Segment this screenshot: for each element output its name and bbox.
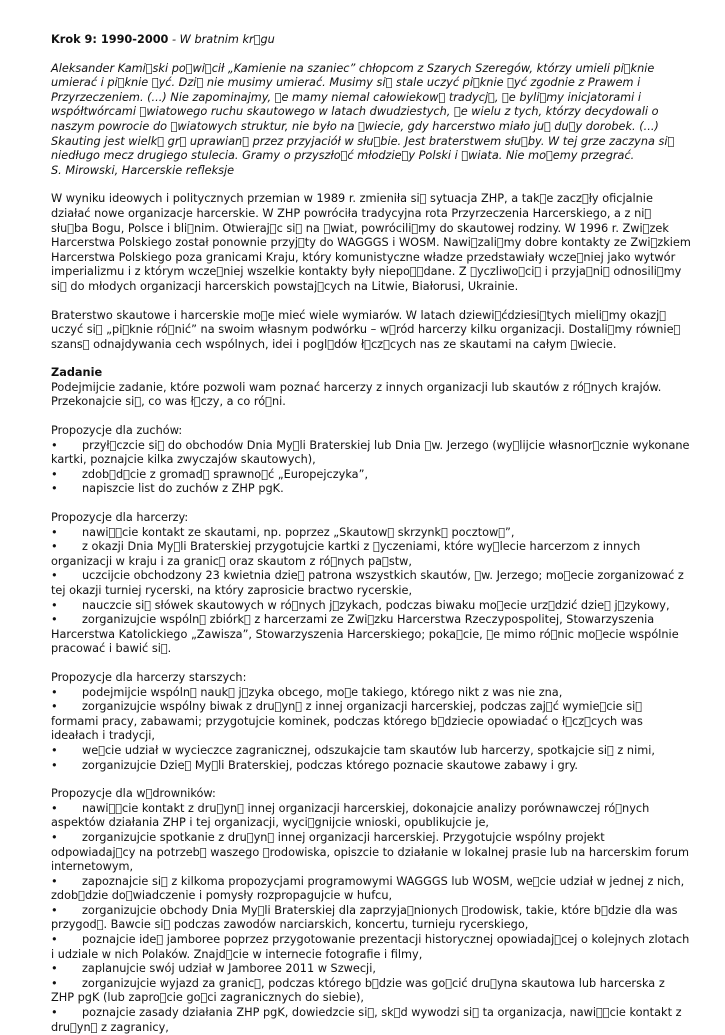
bullet-icon: •	[51, 976, 58, 990]
list-item	[51, 962, 691, 977]
list-item	[51, 540, 691, 569]
bullet-icon: •	[51, 962, 58, 976]
list-item-text: zorganizujcie wspóln  zbiórk  z harcerzami ze Zwi zku Harcerstwa Rzeczypospolitej, Stowarzyszenia Harcerstwa Katolickiego „Zawisza”, Stowarzyszenia Harcerskiego; poka cie,  e mimo ró nic mo ecie wspólnie pracować i bawić si .	[51, 613, 679, 656]
list-item	[51, 744, 691, 759]
list-item-text: nauczcie si  słówek skautowych w ró nych j zykach, podczas biwaku mo ecie urz dzić dzie  j zykowy,	[82, 598, 670, 612]
bullet-icon: •	[51, 801, 58, 815]
list-item-text: zorganizujcie spotkanie z dru yn  innej organizacji harcerskiej. Przygotujcie wspólny projekt odpowiadaj cy na potrzeb  waszego  rodowiska, opiszcie to działanie w lokalnej prasie lub na harcerskim forum internetowym,	[51, 830, 689, 874]
bullet-icon: •	[51, 482, 58, 496]
list-item	[51, 904, 691, 933]
list-item	[51, 802, 691, 831]
bullet-icon: •	[51, 525, 58, 539]
list-item	[51, 875, 691, 904]
proposal-sections	[51, 424, 691, 1035]
bullet-icon: •	[51, 758, 58, 772]
bullet-icon: •	[51, 569, 58, 583]
proposal-section-title: Propozycje dla harcerzy:	[51, 511, 189, 525]
step-heading	[51, 33, 691, 48]
bullet-icon: •	[51, 700, 58, 714]
list-item-text: zdob d cie z gromad  sprawno ć „Europejczyka”,	[82, 467, 369, 481]
bullet-icon: •	[51, 613, 58, 627]
proposal-section-title: Propozycje dla zuchów:	[51, 424, 183, 438]
quote-source: S. Mirowski, Harcerskie refleksje	[51, 163, 235, 177]
list-item	[51, 933, 691, 962]
bullet-icon: •	[51, 933, 58, 947]
list-item	[51, 526, 691, 541]
bullet-icon: •	[51, 438, 58, 452]
bullet-icon: •	[51, 830, 58, 844]
list-item	[51, 686, 691, 701]
paragraph-history: W wyniku ideowych i politycznych przemian w 1989 r. zmieniła si  sytuacja ZHP, a tak e zacz ły oficjalnie działać nowe organizacje harcerskie. W ZHP powróciła tradycyjna rota Przyrzeczenia Harcerskiego, a z ni  słu ba Bogu, Polsce i bli nim. Otwieraj c si  na  wiat, powrócili my do skautowej rodziny. W 1996 r. Zwi zek Harcerstwa Polskiego został ponownie przyj ty do WAGGGS i WOSM. Nawi zali my dobre kontakty ze Zwi zkiem Harcerstwa Polskiego poza granicami Kraju, który komunistyczne władze przedstawiały wcze niej jako wytwór imperializmu i z którym wcze niej wszelkie kontakty były niepo  dane. Z  yczliwo ci  i przyja ni  odnosili my si  do młodych organizacji harcerskich powstaj cych na Litwie, Białorusi, Ukrainie.	[51, 192, 691, 293]
list-item-text: zorganizujcie obchody Dnia My li Braterskiej dla zaprzyja nionych  rodowisk, takie, które b dzie dla was przygod . Bawcie si  podczas zawodów narciarskich, koncertu, turnieju rycerskiego,	[51, 903, 678, 932]
quote-text: Aleksander Kami ski po wi cił „Kamienie na szaniec” chłopcom z Szarych Szeregów, którzy umieli pi knie umierać i pi knie  yć. Dzi  nie musimy umierać. Musimy si  stale uczyć pi knie  yć zgodnie z Prawem i Przyrzeczeniem. (...) Nie zapominajmy,  e mamy niemal całowiekow  tradycj ,  e byli my inicjatorami i współtwórcami  wiatowego ruchu skautowego w latach dwudziestych,  e wielu z tych, którzy decydowali o naszym powrocie do  wiatowych struktur, nie było na  wiecie, gdy harcerstwo miało ju  du y dorobek. (...) Skauting jest wielk  gr  uprawian  przez przyjaciół w słu bie. Jest braterstwem słu by. W tej grze zaczyna si  niedługo mecz drugiego stulecia. Gramy o przyszło ć młodzie y Polski i  wiata. Nie mo emy przegrać.	[51, 61, 675, 163]
proposal-section-title: Propozycje dla w drowników:	[51, 787, 216, 801]
list-item-text: zorganizujcie wspólny biwak z dru yn  z innej organizacji harcerskiej, podczas zaj ć wymie cie si  formami pracy, zabawami; przygotujcie kominek, podczas którego b dziecie opowiadać o ł cz cych was ideałach i tradycji,	[51, 700, 643, 743]
list-item-text: nawi  cie kontakt ze skautami, np. poprzez „Skautow  skrzynk  pocztow ”,	[82, 525, 515, 539]
step-heading-title: - W bratnim kr gu	[168, 33, 275, 46]
bullet-icon: •	[51, 540, 58, 554]
list-item	[51, 700, 691, 744]
bullet-icon: •	[51, 1006, 58, 1020]
list-item-text: poznajcie ide  jamboree poprzez przygotowanie prezentacji historycznej opowiadaj cej o kolejnych zlotach i udziale w nich Polaków. Znajd cie w internecie fotografie i filmy,	[51, 933, 690, 961]
document-page	[51, 33, 691, 1035]
bullet-icon: •	[51, 874, 58, 888]
proposal-section	[51, 511, 691, 657]
list-item-text: zapoznajcie si  z kilkoma propozycjami programowymi WAGGGS lub WOSM, we cie udział w jednej z nich, zdob dzie do wiadczenie i pomysły rozpropagujcie w hufcu,	[51, 874, 685, 903]
list-item-text: nawi  cie kontakt z dru yn  innej organizacji harcerskiej, dokonajcie analizy porównawczej ró nych aspektów działania ZHP i tej organizacji, wyci gnijcie wnioski, opublikujcie je,	[51, 801, 650, 830]
bullet-icon: •	[51, 467, 58, 481]
list-item	[51, 977, 691, 1006]
paragraph-brotherhood: Braterstwo skautowe i harcerskie mo e mieć wiele wymiarów. W latach dziewi ćdziesi tych mieli my okazj  uczyć si  „pi knie ró nić” na swoim własnym podwórku – w ród harcerzy kilku organizacji. Dostali my równie  szans  odnajdywania cech wspólnych, idei i pogl dów ł cz cych nas ze skautami na całym  wiecie.	[51, 308, 681, 351]
bullet-icon: •	[51, 743, 58, 757]
list-item	[51, 831, 691, 875]
list-item-text: we cie udział w wycieczce zagranicznej, odszukajcie tam skautów lub harcerzy, spotkajcie si  z nimi,	[82, 743, 655, 757]
list-item-text: uczcijcie obchodzony 23 kwietnia dzie  patrona wszystkich skautów,  w. Jerzego; mo ecie zorganizować z tej okazji turniej rycerski, na który zaprosicie bractwo rycerskie,	[51, 569, 684, 597]
proposal-section	[51, 424, 691, 497]
bullet-icon: •	[51, 903, 58, 917]
list-item-text: zaplanujcie swój udział w Jamboree 2011 w Szwecji,	[82, 962, 376, 976]
list-item-text: napiszcie list do zuchów z ZHP pgK.	[82, 482, 284, 496]
list-item-text: przył czcie si  do obchodów Dnia My li Braterskiej lub Dnia  w. Jerzego (wy lijcie własnor cznie wykonane kartki, poznajcie kilka zwyczajów skautowych),	[51, 438, 690, 467]
list-item	[51, 759, 691, 774]
list-item	[51, 613, 691, 657]
list-item-text: z okazji Dnia My li Braterskiej przygotujcie kartki z  yczeniami, które wy lecie harcerzom z innych organizacji w kraju i za granic  oraz skautom z ró nych pa stw,	[51, 540, 641, 568]
task-text: Podejmijcie zadanie, które pozwoli wam poznać harcerzy z innych organizacji lub skautów z ró nych krajów. Przekonajcie si , co was ł czy, a co ró ni.	[51, 380, 662, 409]
list-item	[51, 569, 691, 598]
step-heading-number: Krok 9: 1990-2000	[51, 33, 169, 46]
list-item	[51, 439, 691, 468]
list-item	[51, 1006, 691, 1035]
list-item-text: podejmijcie wspóln  nauk  j zyka obcego, mo e takiego, którego nikt z was nie zna,	[82, 685, 563, 699]
proposal-section	[51, 787, 691, 1035]
list-item	[51, 482, 691, 497]
list-item-text: poznajcie zasady działania ZHP pgK, dowiedzcie si , sk d wywodzi si  ta organizacja, nawi  cie kontakt z dru yn  z zagranicy,	[51, 1006, 682, 1034]
list-item	[51, 468, 691, 483]
list-item-text: zorganizujcie wyjazd za granic , podczas którego b dzie was go cić dru yna skautowa lub harcerska z ZHP pgK (lub zapro cie go ci zagranicznych do siebie),	[51, 976, 665, 1005]
task-title: Zadanie	[51, 366, 103, 380]
quote-block	[51, 62, 691, 179]
proposal-section	[51, 671, 691, 773]
bullet-icon: •	[51, 598, 58, 612]
proposal-section-title: Propozycje dla harcerzy starszych:	[51, 670, 247, 684]
list-item-text: zorganizujcie Dzie  My li Braterskiej, podczas którego poznacie skautowe zabawy i gry.	[82, 758, 578, 772]
list-item	[51, 599, 691, 614]
bullet-icon: •	[51, 685, 58, 699]
